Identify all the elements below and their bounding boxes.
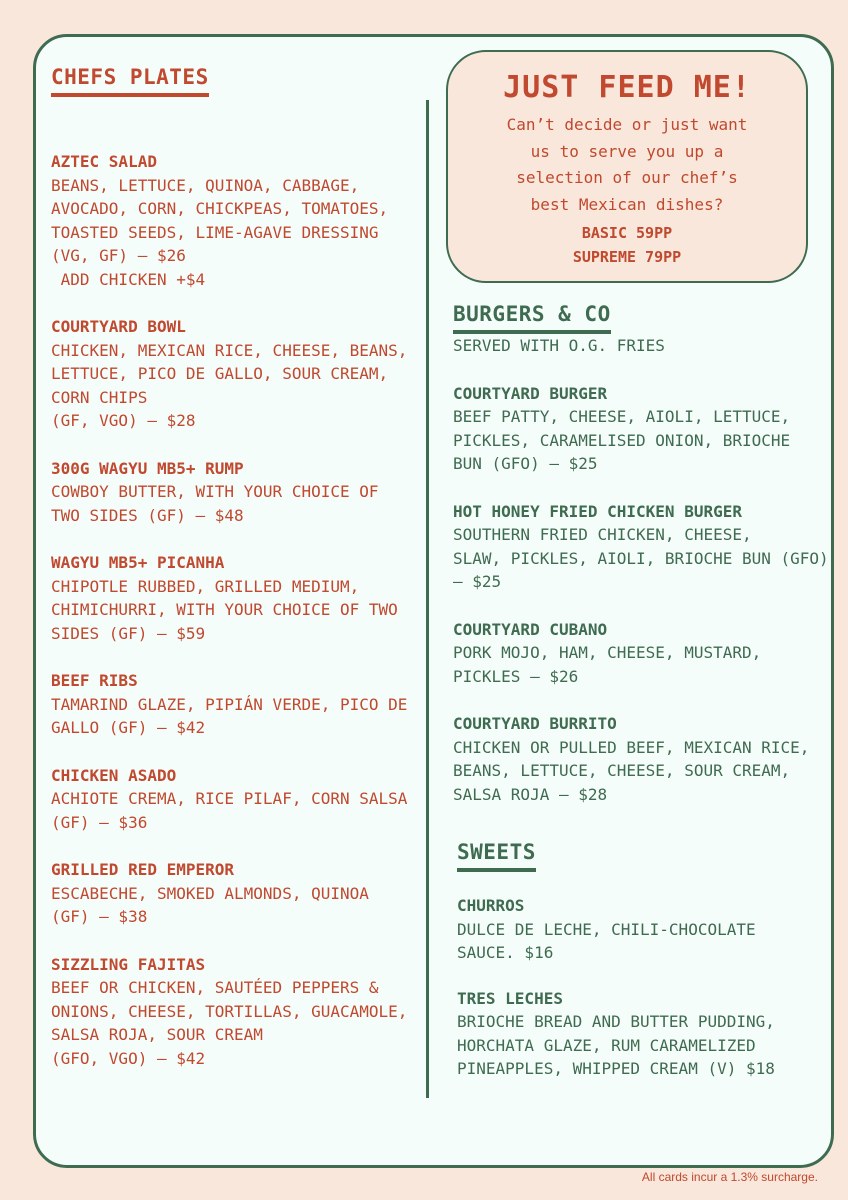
item-name: CHURROS xyxy=(457,896,525,915)
item-name: COURTYARD BURRITO xyxy=(453,714,617,733)
menu-item xyxy=(457,987,837,1081)
item-name: HOT HONEY FRIED CHICKEN BURGER xyxy=(453,501,742,521)
item-name: AZTEC SALAD xyxy=(51,152,157,171)
promo-title: JUST FEED ME! xyxy=(503,70,751,105)
burgers-section xyxy=(453,300,848,806)
menu-item xyxy=(51,150,427,291)
menu-item xyxy=(51,551,427,645)
item-name: GRILLED RED EMPEROR xyxy=(51,860,235,879)
item-desc: SOUTHERN FRIED CHICKEN, CHEESE, SLAW, PICKLES, AIOLI, BRIOCHE BUN (GFO) — $25 xyxy=(453,525,829,591)
menu-item xyxy=(453,500,848,594)
item-name: BEEF RIBS xyxy=(51,671,138,690)
item-name: WAGYU MB5+ PICANHA xyxy=(51,553,225,572)
item-desc: PORK MOJO, HAM, CHEESE, MUSTARD, PICKLES — $26 xyxy=(453,643,762,686)
item-desc: BEANS, LETTUCE, QUINOA, CABBAGE, AVOCADO, CORN, CHICKPEAS, TOMATOES, TOASTED SEEDS, LIME-AGAVE DRESSING (VG, GF) — $26 ADD CHICKEN +$4 xyxy=(51,175,389,289)
menu-item xyxy=(453,712,848,806)
item-name: 300G WAGYU MB5+ RUMP xyxy=(51,458,244,478)
item-desc: BRIOCHE BREAD AND BUTTER PUDDING, HORCHATA GLAZE, RUM CARAMELIZED PINEAPPLES, WHIPPED CREAM (V) $18 xyxy=(457,1012,775,1078)
surcharge-note: All cards incur a 1.3% surcharge. xyxy=(641,1170,818,1184)
item-name: COURTYARD BOWL xyxy=(51,317,186,336)
menu-item xyxy=(51,669,427,740)
menu-item xyxy=(51,764,427,835)
item-desc: BEEF OR CHICKEN, SAUTÉED PEPPERS & ONIONS, CHEESE, TORTILLAS, GUACAMOLE, SALSA ROJA, SOUR CREAM (GFO, VGO) — $42 xyxy=(51,978,408,1068)
menu-item xyxy=(51,315,427,433)
section-title-chefs-plates: CHEFS PLATES xyxy=(51,63,209,97)
item-name: COURTYARD BURGER xyxy=(453,383,608,403)
sweets-section xyxy=(457,838,837,1081)
menu-item xyxy=(51,953,427,1071)
item-desc: ESCABECHE, SMOKED ALMONDS, QUINOA (GF) — $38 xyxy=(51,883,369,926)
promo-text: Can’t decide or just want us to serve you up a selection of our chef’s best Mexican dishes? xyxy=(506,115,748,214)
item-desc: CHIPOTLE RUBBED, GRILLED MEDIUM, CHIMICHURRI, WITH YOUR CHOICE OF TWO SIDES (GF) — $59 xyxy=(51,576,398,643)
section-title-burgers: BURGERS & CO xyxy=(453,300,611,334)
item-name: CHICKEN ASADO xyxy=(51,765,177,785)
item-desc: DULCE DE LECHE, CHILI-CHOCOLATE SAUCE. $16 xyxy=(457,919,756,962)
item-desc: TAMARIND GLAZE, PIPIÁN VERDE, PICO DE GALLO (GF) — $42 xyxy=(51,694,408,737)
section-title-sweets: SWEETS xyxy=(457,838,536,872)
promo-price-supreme: SUPREME 79PP xyxy=(572,247,682,266)
chefs-plates-section xyxy=(51,63,427,1070)
item-desc: BEEF PATTY, CHEESE, AIOLI, LETTUCE, PICKLES, CARAMELISED ONION, BRIOCHE BUN (GFO) — $25 xyxy=(453,407,791,473)
item-name: TRES LECHES xyxy=(457,988,563,1008)
menu-item xyxy=(453,382,848,476)
menu-item xyxy=(453,618,848,689)
item-desc: CHICKEN, MEXICAN RICE, CHEESE, BEANS, LETTUCE, PICO DE GALLO, SOUR CREAM, CORN CHIPS (GF, VGO) — $28 xyxy=(51,340,408,430)
promo-price-basic: BASIC 59PP xyxy=(581,224,673,242)
menu-item xyxy=(457,894,837,965)
item-desc: CHICKEN OR PULLED BEEF, MEXICAN RICE, BEANS, LETTUCE, CHEESE, SOUR CREAM, SALSA ROJA — $28 xyxy=(453,737,810,804)
item-name: COURTYARD CUBANO xyxy=(453,619,608,639)
item-desc: COWBOY BUTTER, WITH YOUR CHOICE OF TWO SIDES (GF) — $48 xyxy=(51,482,379,525)
item-desc: ACHIOTE CREMA, RICE PILAF, CORN SALSA (GF) — $36 xyxy=(51,789,408,832)
item-name: SIZZLING FAJITAS xyxy=(51,954,206,974)
just-feed-me-box xyxy=(446,50,808,283)
burgers-subtitle: SERVED WITH O.G. FRIES xyxy=(453,336,665,355)
menu-item xyxy=(51,858,427,929)
menu-item xyxy=(51,457,427,528)
